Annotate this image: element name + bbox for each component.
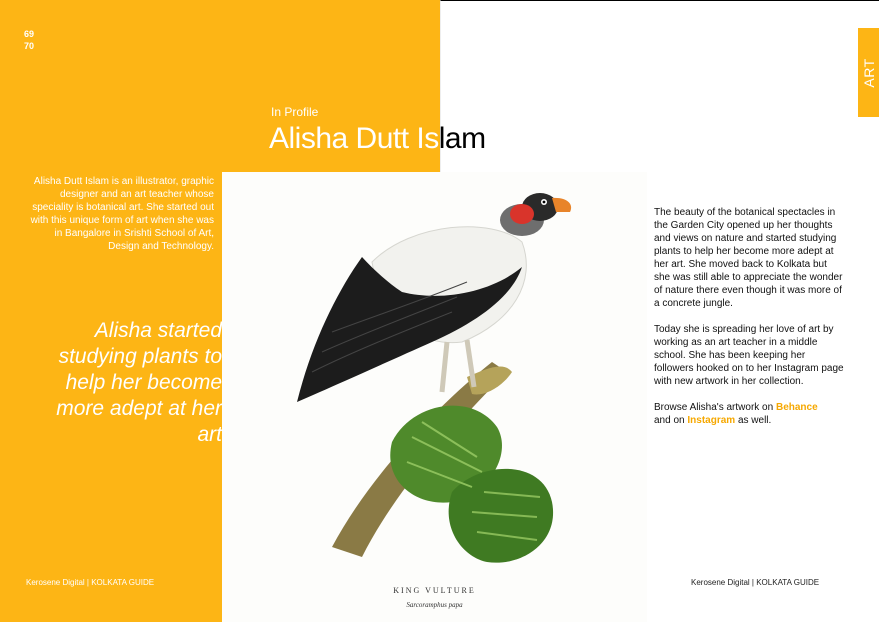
illustration-caption: KING VULTURE xyxy=(393,586,476,595)
browse-line xyxy=(654,401,844,427)
article-kicker: In Profile xyxy=(271,105,319,119)
vulture-neck xyxy=(510,204,534,224)
browse-middle: and on xyxy=(654,415,688,426)
pull-quote: Alisha started studying plants to help her become more adept at her art xyxy=(56,319,222,446)
section-tab-label: ART xyxy=(860,57,877,88)
page-number-right: 70 xyxy=(24,41,35,51)
behance-link[interactable]: Behance xyxy=(775,402,818,413)
intro-text: Alisha Dutt Islam is an illustrator, graphic designer and an art teacher whose speciality is botanical art. She started out with this unique form of art when she was in Bangalore in Srishti School of Art, Design and Technology. xyxy=(30,176,214,252)
vulture-drawing xyxy=(222,172,647,622)
title-part-2: lam xyxy=(438,122,486,155)
title-part-1: Alisha Dutt Is xyxy=(269,122,439,155)
king-vulture-illustration xyxy=(222,172,647,622)
body-paragraph-1: The beauty of the botanical spectacles in the Garden City opened up her thoughts and views on nature and started studying plants to help her become more adept at her art. She moved back to Kolkata but she was still able to appreciate the wonder of nature there even though it was more of a concrete jungle. xyxy=(654,207,843,309)
browse-prefix: Browse Alisha's artwork on xyxy=(654,402,776,413)
illustration-scientific-name: Sarcoramphus papa xyxy=(406,601,463,609)
article-title xyxy=(269,121,486,157)
monstera-leaf xyxy=(449,469,553,563)
footer-right: Kerosene Digital | KOLKATA GUIDE xyxy=(691,578,820,587)
vulture-pupil xyxy=(543,201,546,204)
browse-suffix: as well. xyxy=(735,415,772,426)
footer-left: Kerosene Digital | KOLKATA GUIDE xyxy=(26,578,155,587)
body-paragraph-2: Today she is spreading her love of art by working as an art teacher in a middle school. She has been keeping her followers hooked on to her Instagram page with new artwork in her collection. xyxy=(654,324,844,387)
instagram-link[interactable]: Instagram xyxy=(687,415,736,426)
page-number-left: 69 xyxy=(24,29,35,39)
section-tab-art[interactable] xyxy=(858,28,879,117)
article-body xyxy=(654,206,844,440)
